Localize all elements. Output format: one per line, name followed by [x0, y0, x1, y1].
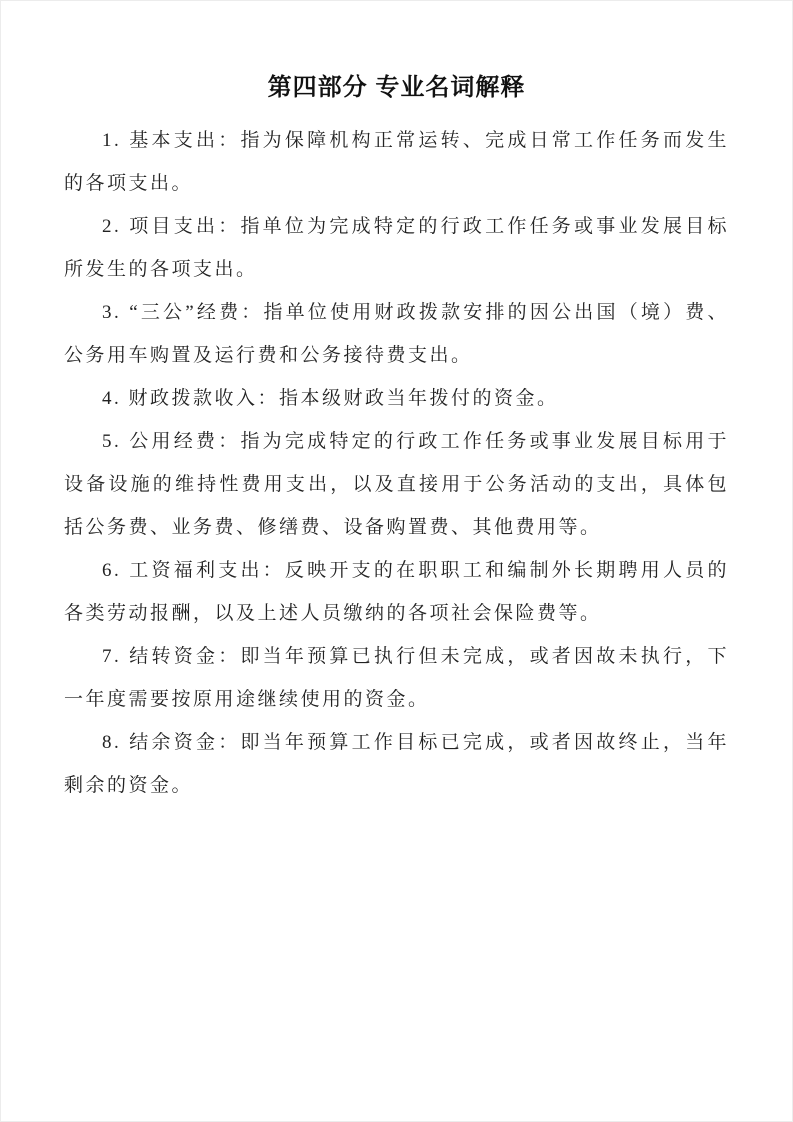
paragraph-carryover-funds: 7. 结转资金：即当年预算已执行但未完成，或者因故未执行，下一年度需要按原用途继续使用的资金。: [64, 646, 729, 710]
paragraph-salary-welfare-expenditure: 6. 工资福利支出：反映开支的在职职工和编制外长期聘用人员的各类劳动报酬，以及上述人员缴纳的各项社会保险费等。: [64, 560, 729, 624]
paragraph-surplus-funds: 8. 结余资金：即当年预算工作目标已完成，或者因故终止，当年剩余的资金。: [64, 732, 729, 796]
paragraph-project-expenditure: 2. 项目支出：指单位为完成特定的行政工作任务或事业发展目标所发生的各项支出。: [64, 216, 729, 280]
paragraph-fiscal-appropriation-income: 4. 财政拨款收入：指本级财政当年拨付的资金。: [102, 388, 559, 409]
paragraph-basic-expenditure: 1. 基本支出：指为保障机构正常运转、完成日常工作任务而发生的各项支出。: [64, 130, 729, 194]
page-title: 第四部分 专业名词解释: [267, 74, 526, 101]
paragraph-public-funds: 5. 公用经费：指为完成特定的行政工作任务或事业发展目标用于设备设施的维持性费用支出，以及直接用于公务活动的支出，具体包括公务费、业务费、修缮费、设备购置费、其他费用等。: [64, 431, 729, 538]
paragraph-three-public-funds: 3. “三公”经费：指单位使用财政拨款安排的因公出国（境）费、公务用车购置及运行费和公务接待费支出。: [64, 302, 729, 366]
document-body: [64, 119, 729, 807]
